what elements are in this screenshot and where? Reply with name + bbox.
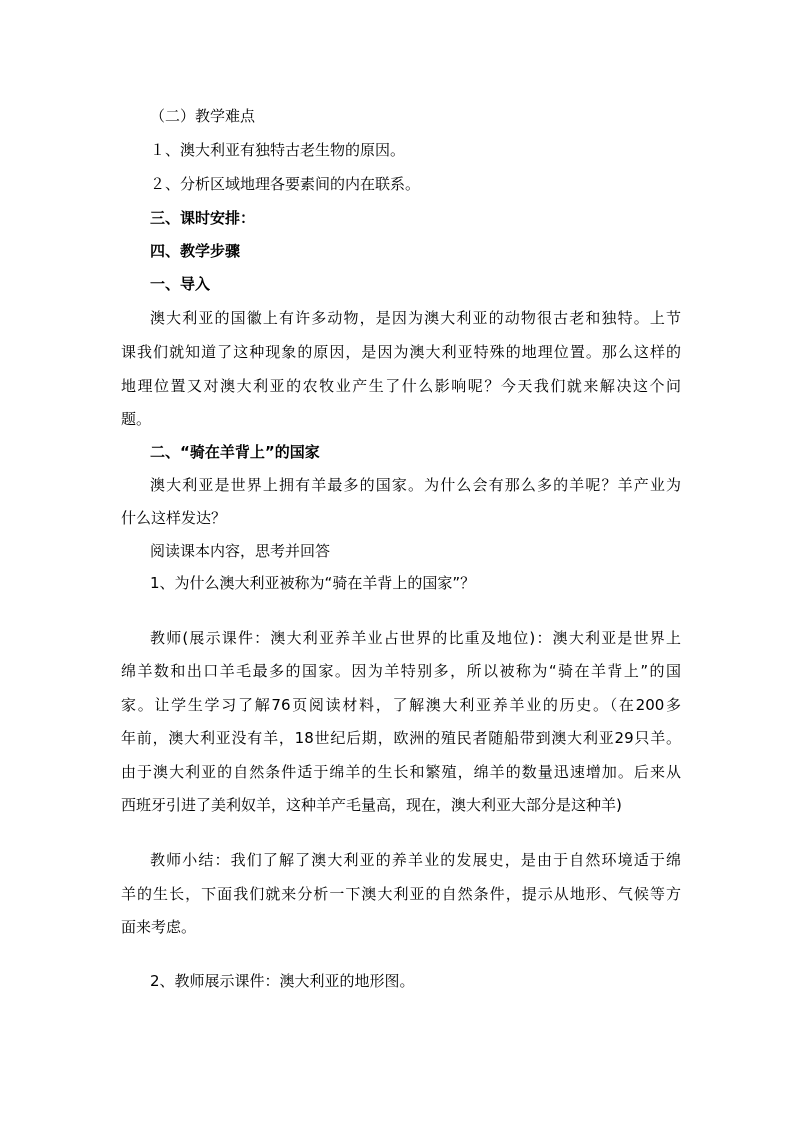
section-heading-steps: 四、教学步骤 [150, 242, 241, 260]
teacher-paragraph-line-1: 教师(展示课件：澳大利亚养羊业占世界的比重及地位)：澳大利亚是世界上 [150, 629, 681, 647]
section-heading-intro: 一、导入 [150, 275, 211, 293]
intro-paragraph-line-4: 题。 [121, 410, 152, 428]
difficulty-item-2: ２、分析区域地理各要素间的内在联系。 [150, 175, 421, 193]
question-2: 2、教师展示课件：澳大利亚的地形图。 [150, 972, 415, 990]
summary-paragraph-line-2: 羊的生长，下面我们就来分析一下澳大利亚的自然条件，提示从地形、气候等方 [121, 885, 681, 903]
teacher-paragraph-line-4: 年前，澳大利亚没有羊，18世纪后期，欧洲的殖民者随船带到澳大利亚29只羊。 [121, 729, 681, 747]
sheep-paragraph-line-1: 澳大利亚是世界上拥有羊最多的国家。为什么会有那么多的羊呢？羊产业为 [150, 476, 681, 494]
teacher-paragraph-line-2: 绵羊数和出口羊毛最多的国家。因为羊特别多，所以被称为“骑在羊背上”的国 [121, 662, 681, 680]
section-heading-schedule: 三、课时安排： [150, 209, 256, 227]
intro-paragraph-line-1: 澳大利亚的国徽上有许多动物，是因为澳大利亚的动物很古老和独特。上节 [150, 309, 681, 327]
intro-paragraph-line-3: 地理位置又对澳大利亚的农牧业产生了什么影响呢？今天我们就来解决这个问 [121, 377, 681, 395]
sheep-paragraph-line-2: 什么这样发达？ [121, 509, 227, 527]
question-1: 1、为什么澳大利亚被称为“骑在羊背上的国家”？ [150, 574, 476, 592]
subheading-teaching-difficulties: （二）教学难点 [150, 107, 256, 125]
summary-paragraph-line-1: 教师小结：我们了解了澳大利亚的养羊业的发展史，是由于自然环境适于绵 [150, 851, 681, 869]
summary-paragraph-line-3: 面来考虑。 [121, 918, 197, 936]
teacher-paragraph-line-6: 西班牙引进了美利奴羊，这种羊产毛量高，现在，澳大利亚大部分是这种羊) [121, 796, 622, 814]
reading-instruction: 阅读课本内容，思考并回答 [150, 542, 331, 560]
section-heading-sheep-country: 二、“骑在羊背上”的国家 [150, 443, 320, 461]
difficulty-item-1: １、澳大利亚有独特古老生物的原因。 [150, 141, 406, 159]
intro-paragraph-line-2: 课我们就知道了这种现象的原因，是因为澳大利亚特殊的地理位置。那么这样的 [121, 343, 681, 361]
teacher-paragraph-line-5: 由于澳大利亚的自然条件适于绵羊的生长和繁殖，绵羊的数量迅速增加。后来从 [121, 763, 681, 781]
teacher-paragraph-line-3: 家。让学生学习了解76页阅读材料，了解澳大利亚养羊业的历史。（在200多 [121, 696, 681, 714]
